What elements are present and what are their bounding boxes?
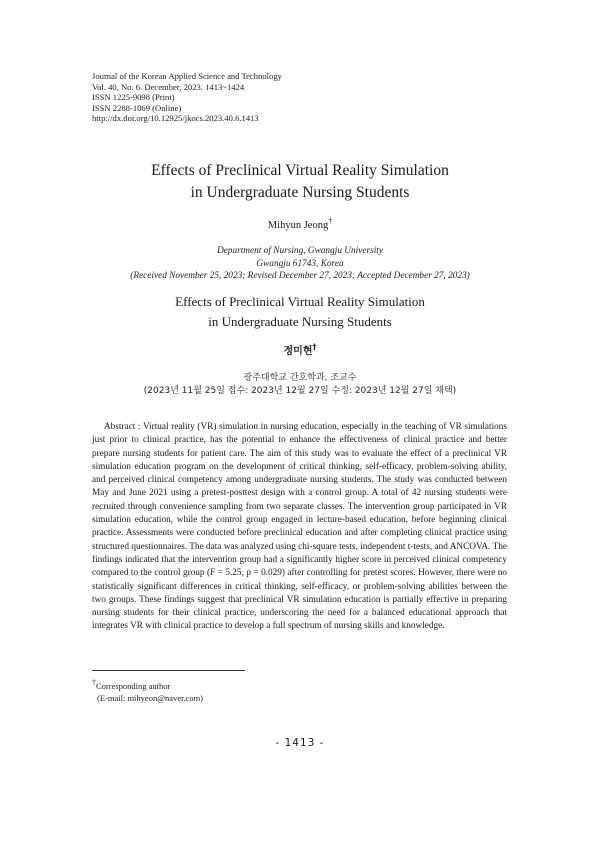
title-english [0, 160, 600, 204]
abstract-text: Virtual reality (VR) simulation in nursing education, especially in the teaching of VR simulations just prior to clinical practice, has the potential to enhance the effectiveness of clinical practice and better prepare nursing students for patient care. The aim of this study was to evaluate the effect of a preclinical VR simulation education program on the development of critical thinking, self-efficacy, problem-solving ability, and perceived clinical competency among undergraduate nursing students. The study was conducted between May and June 2021 using a pretest-posttest design with a control group. A total of 42 nursing students were recruited through convenience sampling from two separate classes. The intervention group participated in VR simulation education, while the control group engaged in lecture-based education, before beginning clinical practice. Assessments were conducted before preclinical education and after completing clinical practice using structured questionnaires. The data was analyzed using chi-square tests, independent t-tests, and ANCOVA. The findings indicated that the intervention group had a significantly higher score in perceived clinical competency compared to the control group (F = 5.25, p = 0.029) after controlling for pretest scores. However, there were no statistically significant differences in critical thinking, self-efficacy, or problem-solving abilities between the two groups. These findings suggest that preclinical VR simulation education is partially effective in preparing nursing students for their clinical practice, underscoring the need for a balanced educational approach that integrates VR with clinical practice to develop a full spectrum of nursing skills and knowledge. [92, 422, 508, 632]
dates-korean: (2023년 11월 25일 접수: 2023년 12월 27일 수정: 2023년 12월 27일 채택) [143, 386, 457, 396]
title-secondary-line2: in Undergraduate Nursing Students [208, 314, 392, 329]
dates-english: (Received November 25, 2023; Revised December 27, 2023; Accepted December 27, 2023) [130, 271, 470, 281]
department-korean: 광주대학교 간호학과, 조교수 [243, 373, 357, 383]
journal-name: Journal of the Korean Applied Science and Technology [92, 71, 282, 81]
affiliation-korean [0, 372, 600, 398]
corresponding-author-label: Corresponding author [96, 681, 171, 691]
author-korean-mark: † [312, 342, 317, 352]
footnote-mark: † [92, 678, 96, 688]
corresponding-email: (E-mail: mihyeon@naver.com) [97, 693, 204, 703]
address-english: Gwangju 61743, Korea [256, 258, 344, 269]
title-secondary-line1: Effects of Preclinical Virtual Reality Simulation [175, 294, 425, 309]
page-number: - 1413 - [275, 737, 325, 749]
issn-print: ISSN 1225-9098 (Print) [92, 92, 175, 103]
journal-info [92, 71, 282, 124]
issn-online: ISSN 2288-1069 (Online) [92, 102, 182, 113]
abstract [92, 421, 507, 634]
journal-volume: Vol. 40, No. 6. December, 2023. 1413~1424 [92, 81, 245, 92]
title-secondary [0, 292, 600, 332]
author-korean [0, 342, 600, 359]
author-english-name: Mihyun Jeong [267, 220, 329, 231]
title-english-line1: Effects of Preclinical Virtual Reality Simulation [151, 162, 449, 179]
footnote-divider [92, 670, 245, 671]
footnote [92, 680, 203, 704]
author-english-mark: † [328, 216, 333, 226]
department-english: Department of Nursing, Gwangju University [216, 246, 384, 256]
abstract-label: Abstract : [104, 422, 141, 432]
affiliation-english [0, 245, 600, 283]
doi-link[interactable]: http://dx.doi.org/10.12925/jkocs.2023.40.6.1413 [92, 113, 259, 124]
author-korean-name: 정미현 [283, 346, 313, 357]
title-english-line2: in Undergraduate Nursing Students [190, 184, 410, 201]
author-english [0, 216, 600, 233]
